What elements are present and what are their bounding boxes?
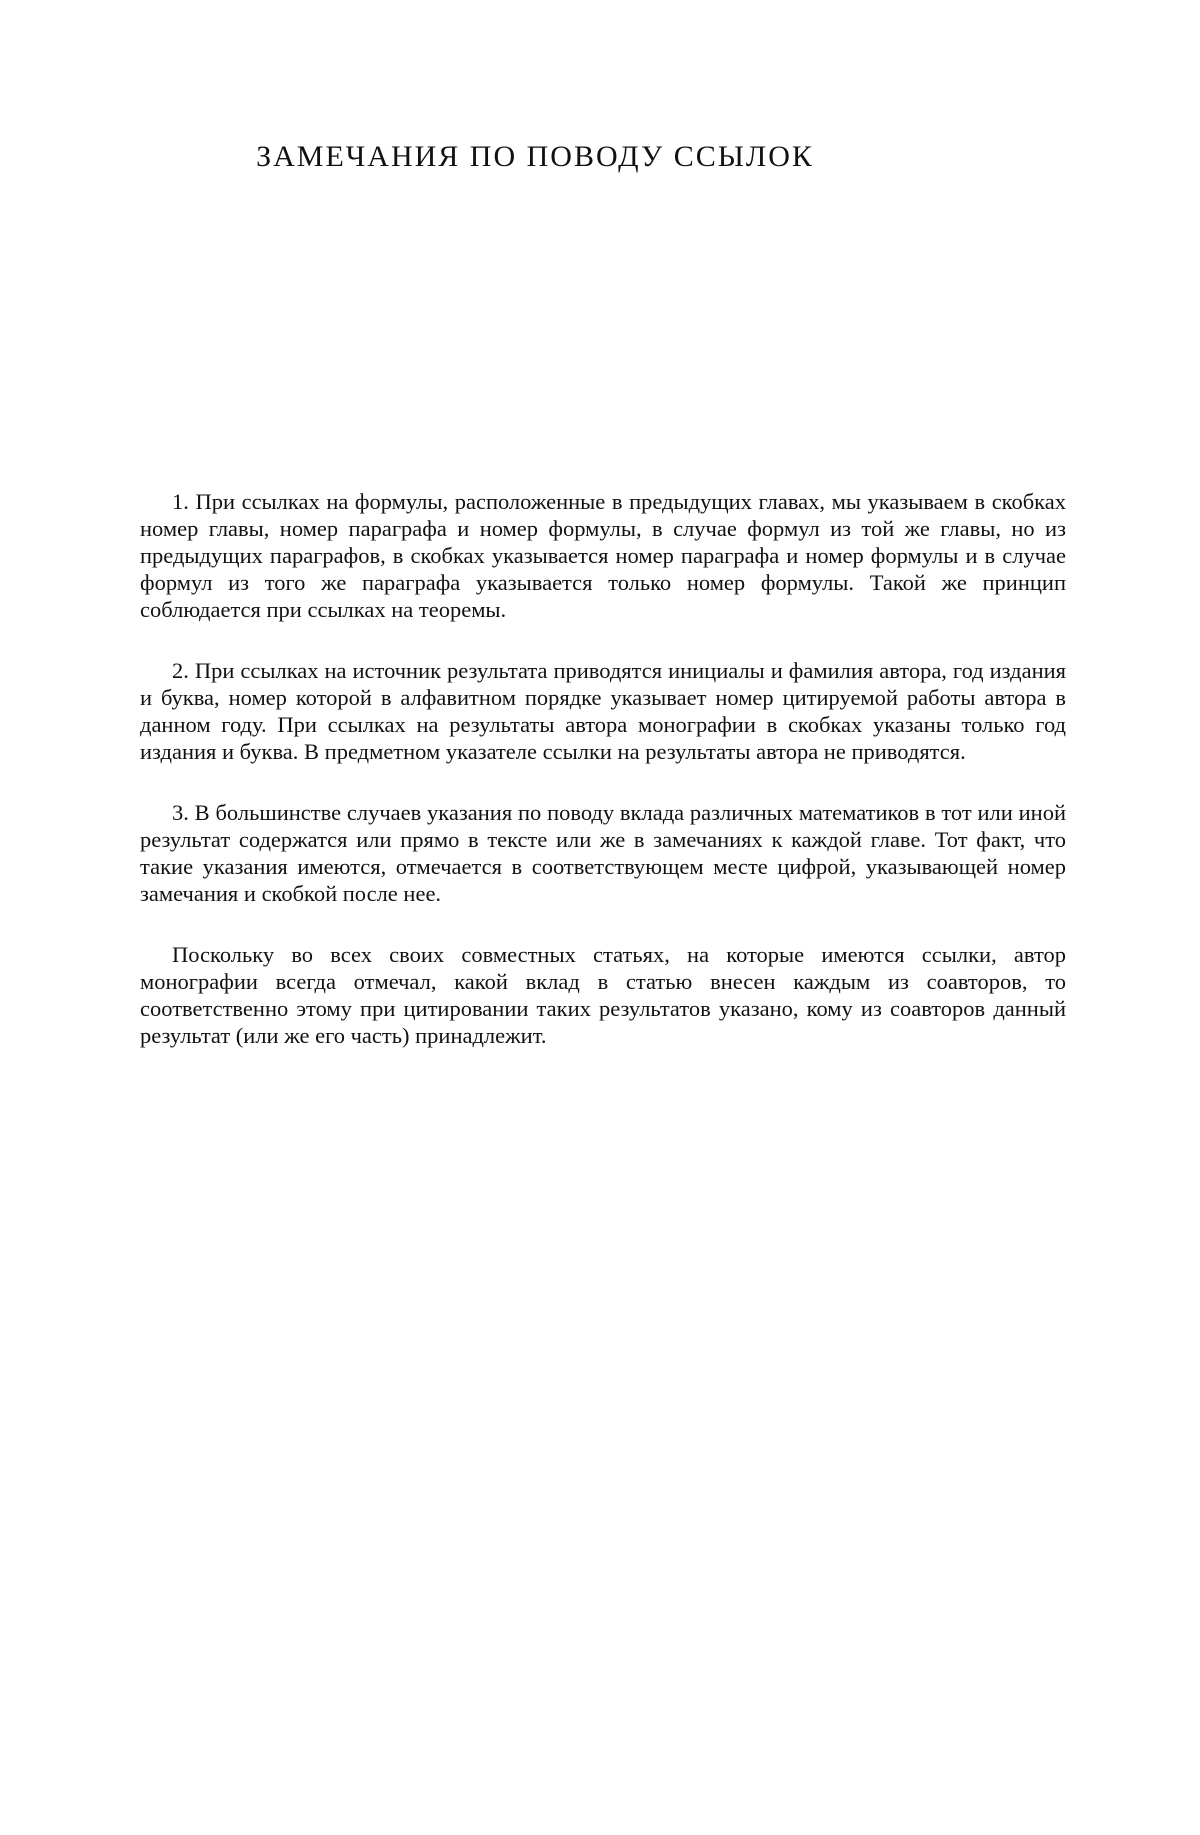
- paragraph-2: 2. При ссылках на источник результата приводятся инициалы и фамилия автора, год издания и буква, номер которой в алфавитном порядке указывает номер цитируемой работы автора в данном году. При ссылках на результаты автора монографии в скобках указаны только год издания и буква. В предметном указателе ссылки на результаты автора не приводятся.: [140, 658, 1066, 764]
- paragraph-4: Поскольку во всех своих совместных статьях, на которые имеются ссылки, автор монографии всегда отмечал, какой вклад в статью внесен каждым из соавторов, то соответственно этому при цитировании таких результатов указано, кому из соавторов данный результат (или же его часть) принадлежит.: [140, 942, 1066, 1048]
- page-title: ЗАМЕЧАНИЯ ПО ПОВОДУ ССЫЛОК: [256, 140, 814, 173]
- body-text: [140, 488, 1066, 1083]
- paragraph-1: 1. При ссылках на формулы, расположенные в предыдущих главах, мы указываем в скобках номер главы, номер параграфа и номер формулы, в случае формул из той же главы, но из предыдущих параграфов, в скобках указывается номер параграфа и номер формулы и в случае формул из того же параграфа указывается только номер формулы. Такой же принцип соблюдается при ссылках на теоремы.: [140, 489, 1066, 622]
- paragraph-3: 3. В большинстве случаев указания по поводу вклада различных математиков в тот или иной результат содержатся или прямо в тексте или же в замечаниях к каждой главе. Тот факт, что такие указания имеются, отмечается в соответствующем месте цифрой, указывающей номер замечания и скобкой после нее.: [140, 800, 1066, 906]
